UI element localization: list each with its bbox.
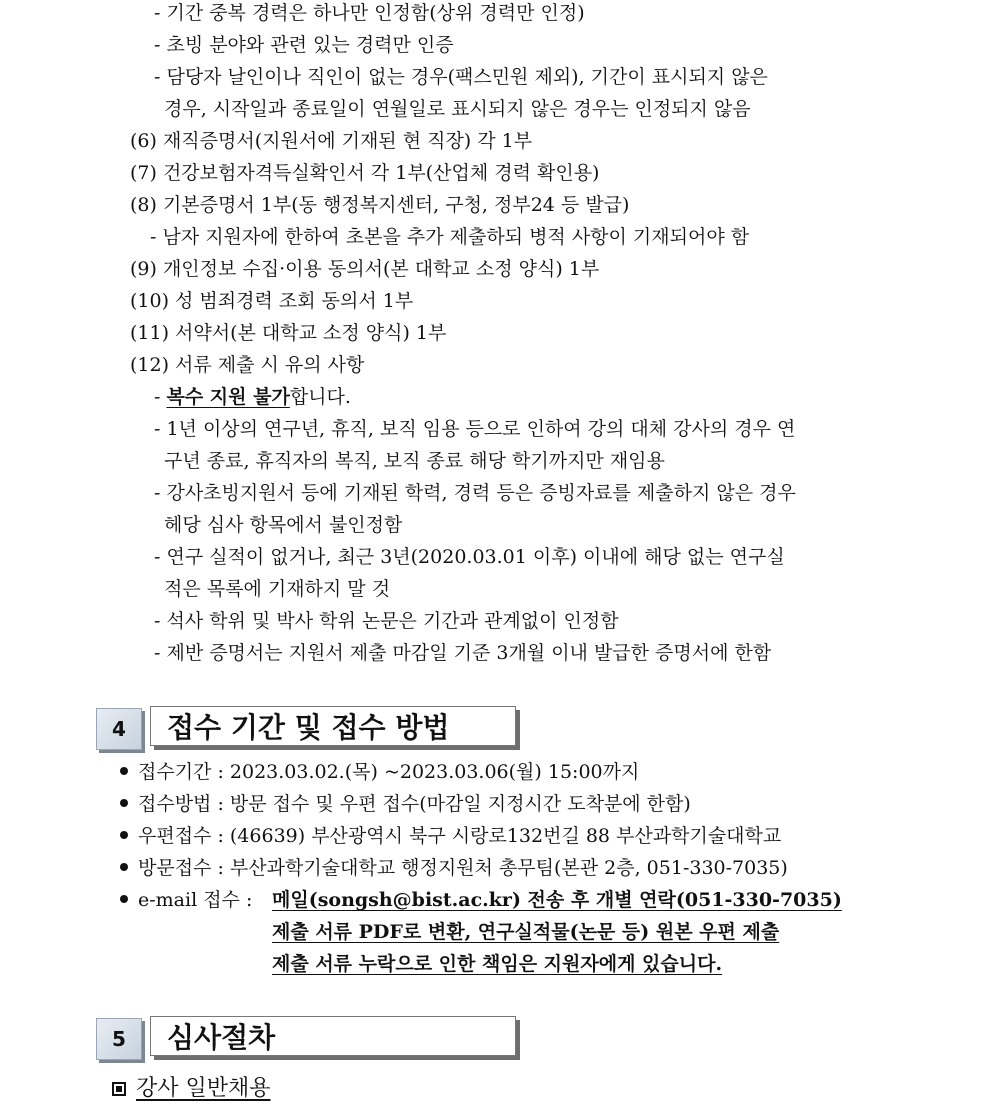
caution-line: 적은 목록에 기재하지 말 것 [164, 578, 391, 600]
email-instruction: 메일(songsh@bist.ac.kr) 전송 후 개별 연락(051-330-7035) [272, 889, 842, 911]
note-line: 경우, 시작일과 종료일이 연월일로 표시되지 않은 경우는 인정되지 않음 [164, 98, 751, 120]
note-line: - 초빙 분야와 관련 있는 경력만 인증 [154, 34, 454, 56]
bullet-icon [120, 799, 128, 807]
receipt-item [120, 855, 788, 881]
section-number: 5 [96, 1018, 142, 1060]
document-item: (12) 서류 제출 시 유의 사항 [130, 354, 365, 376]
note-line: - 기간 중복 경력은 하나만 인정함(상위 경력만 인정) [154, 2, 585, 24]
checkbox-icon [112, 1082, 126, 1096]
caution-prefix: - [154, 386, 167, 408]
note-line: - 담당자 날인이나 직인이 없는 경우(팩스민원 제외), 기간이 표시되지 않은 [154, 66, 768, 88]
caution-line: - 연구 실적이 없거나, 최근 3년(2020.03.01 이후) 이내에 해당 없는 연구실 [154, 546, 785, 568]
bullet-icon [120, 831, 128, 839]
email-instruction: 제출 서류 PDF로 변환, 연구실적물(논문 등) 원본 우편 제출 [272, 921, 780, 943]
caution-no-multiple [154, 384, 351, 410]
bullet-icon [120, 895, 128, 903]
email-label: e-mail 접수 : [138, 889, 253, 911]
email-instruction: 제출 서류 누락으로 인한 책임은 지원자에게 있습니다. [272, 953, 723, 975]
receipt-item [120, 791, 691, 817]
document-subnote: - 남자 지원자에 한하여 초본을 추가 제출하되 병적 사항이 기재되어야 함 [150, 226, 750, 248]
caution-line: 구년 종료, 휴직자의 복직, 보직 종료 해당 학기까지만 재임용 [164, 450, 665, 472]
receipt-item-text: 접수기간 : 2023.03.02.(목) ~2023.03.06(월) 15:00까지 [138, 761, 640, 783]
receipt-item-email [120, 887, 252, 913]
document-item: (8) 기본증명서 1부(동 행정복지센터, 구청, 정부24 등 발급) [130, 194, 630, 216]
caution-line: - 강사초빙지원서 등에 기재된 학력, 경력 등은 증빙자료를 제출하지 않은 경우 [154, 482, 796, 504]
section-title: 심사절차 [150, 1016, 516, 1056]
document-item: (6) 재직증명서(지원서에 기재된 현 직장) 각 1부 [130, 130, 533, 152]
receipt-item [120, 823, 781, 849]
caution-bold-text: 복수 지원 불가 [166, 386, 290, 408]
document-item: (10) 성 범죄경력 조회 동의서 1부 [130, 290, 414, 312]
document-item: (7) 건강보험자격득실확인서 각 1부(산업체 경력 확인용) [130, 162, 600, 184]
receipt-item-text: 방문접수 : 부산과학기술대학교 행정지원처 총무팀(본관 2층, 051-330-7035) [138, 857, 788, 879]
receipt-item [120, 759, 639, 785]
document-item: (9) 개인정보 수집·이용 동의서(본 대학교 소정 양식) 1부 [130, 258, 600, 280]
caution-line: - 석사 학위 및 박사 학위 논문은 기간과 관계없이 인정함 [154, 610, 619, 632]
receipt-item-text: 접수방법 : 방문 접수 및 우편 접수(마감일 지정시간 도착분에 한함) [138, 793, 691, 815]
caution-line: 헤당 심사 항목에서 불인정함 [164, 514, 403, 536]
subheading [112, 1074, 271, 1104]
caution-suffix: 합니다. [289, 386, 351, 408]
document-item: (11) 서약서(본 대학교 소정 양식) 1부 [130, 322, 447, 344]
bullet-icon [120, 767, 128, 775]
subheading-text: 강사 일반채용 [136, 1076, 271, 1101]
caution-line: - 1년 이상의 연구년, 휴직, 보직 임용 등으로 인하여 강의 대체 강사의 경우 연 [154, 418, 796, 440]
bullet-icon [120, 863, 128, 871]
receipt-item-text: 우편접수 : (46639) 부산광역시 북구 시랑로132번길 88 부산과학기술대학교 [138, 825, 782, 847]
caution-line: - 제반 증명서는 지원서 제출 마감일 기준 3개월 이내 발급한 증명서에 한함 [154, 642, 772, 664]
section-number: 4 [96, 708, 142, 750]
section-title: 접수 기간 및 접수 방법 [150, 706, 516, 746]
